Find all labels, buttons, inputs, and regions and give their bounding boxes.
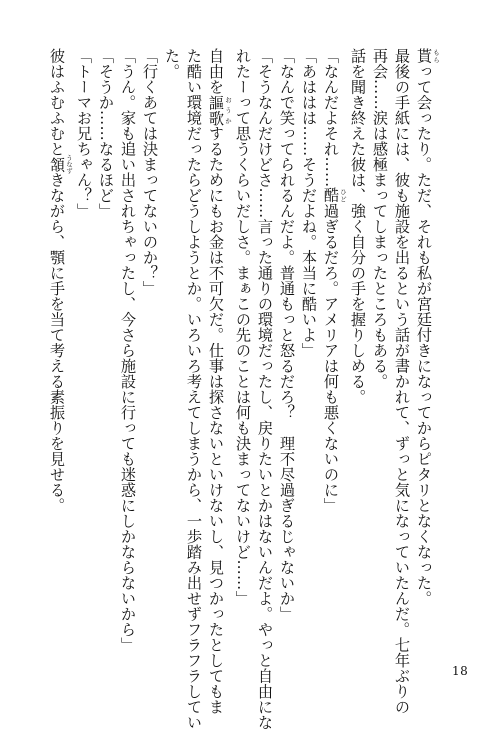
body-text (48, 48, 440, 730)
ruby-reading: おうか (224, 94, 232, 126)
text-line: 「そうか……なるほど」 (97, 48, 115, 219)
text-line: 「あははは……そうだよね。本当に酷いよ」 (300, 48, 318, 358)
text-line: れたーって思うくらいだしさ。まぁこの先のことは何も決まってないけど……」 (234, 48, 252, 606)
ruby-word: 頷 うなず (48, 154, 73, 174)
ruby-reading: もら (432, 48, 440, 64)
text-line: 最後の手紙には、彼も施設を出るという話が書かれて、ずっと気になっていたんだ。七年ぶりの (393, 48, 411, 715)
text-line (413, 48, 440, 658)
text-line: 「うん。家も追い出されちゃったし、今さら施設に行っても迷惑にしかならないから」 (119, 48, 137, 653)
text-line: 「なんで笑ってられるんだよ。普通もっと怒るだろ？ 理不尽過ぎるじゃないか」 (278, 48, 296, 622)
line-head: 「なんだよそれ…… (322, 48, 340, 188)
ruby-reading: うなず (65, 154, 73, 174)
text-line: た酷い環境だったらどうしようとか。いろいろ考えてしまうから、一歩踏み出せずフラフラしてい (185, 48, 203, 730)
line-rest: きながら、顎に手を当て考える素振りを見せる。 (48, 172, 66, 513)
ruby-word: 酷 ひど (322, 187, 347, 203)
ruby-word: 貰 もら (415, 48, 440, 64)
ruby-word: 謳歌 おうか (207, 94, 232, 126)
line-rest: するためにもお金は不可欠だ。仕事は探さないといけないし、見つかったとしてもま (207, 125, 225, 715)
text-line: 「そうなんだけどさ……言った通りの環境だったし、戻りたいとかはないんだよ。やっと自由にな (256, 48, 274, 730)
line-head: 自由を (207, 48, 225, 95)
text-line (320, 48, 347, 658)
ruby-reading: ひど (339, 187, 347, 203)
line-head: 彼はふむふむと (48, 48, 66, 157)
line-rest: 過ぎるだろ。アメリアは何も悪くないのに」 (322, 202, 340, 513)
line-rest: って会ったり。ただ、それも私が宮廷付きになってからピタリとなくなった。 (415, 63, 433, 606)
text-line: 「トーマお兄ちゃん？」 (75, 48, 93, 219)
text-line (205, 48, 232, 715)
text-line: 「行くあては決まってないのか？」 (141, 48, 159, 296)
text-line: 話を聞き終えた彼は、強く自分の手を握りしめる。 (349, 48, 367, 405)
page-number: 18 (452, 664, 469, 678)
text-line: た。 (163, 48, 181, 79)
text-line: 再会……涙は感極まってしまったところもある。 (371, 48, 389, 389)
text-line (46, 48, 73, 658)
